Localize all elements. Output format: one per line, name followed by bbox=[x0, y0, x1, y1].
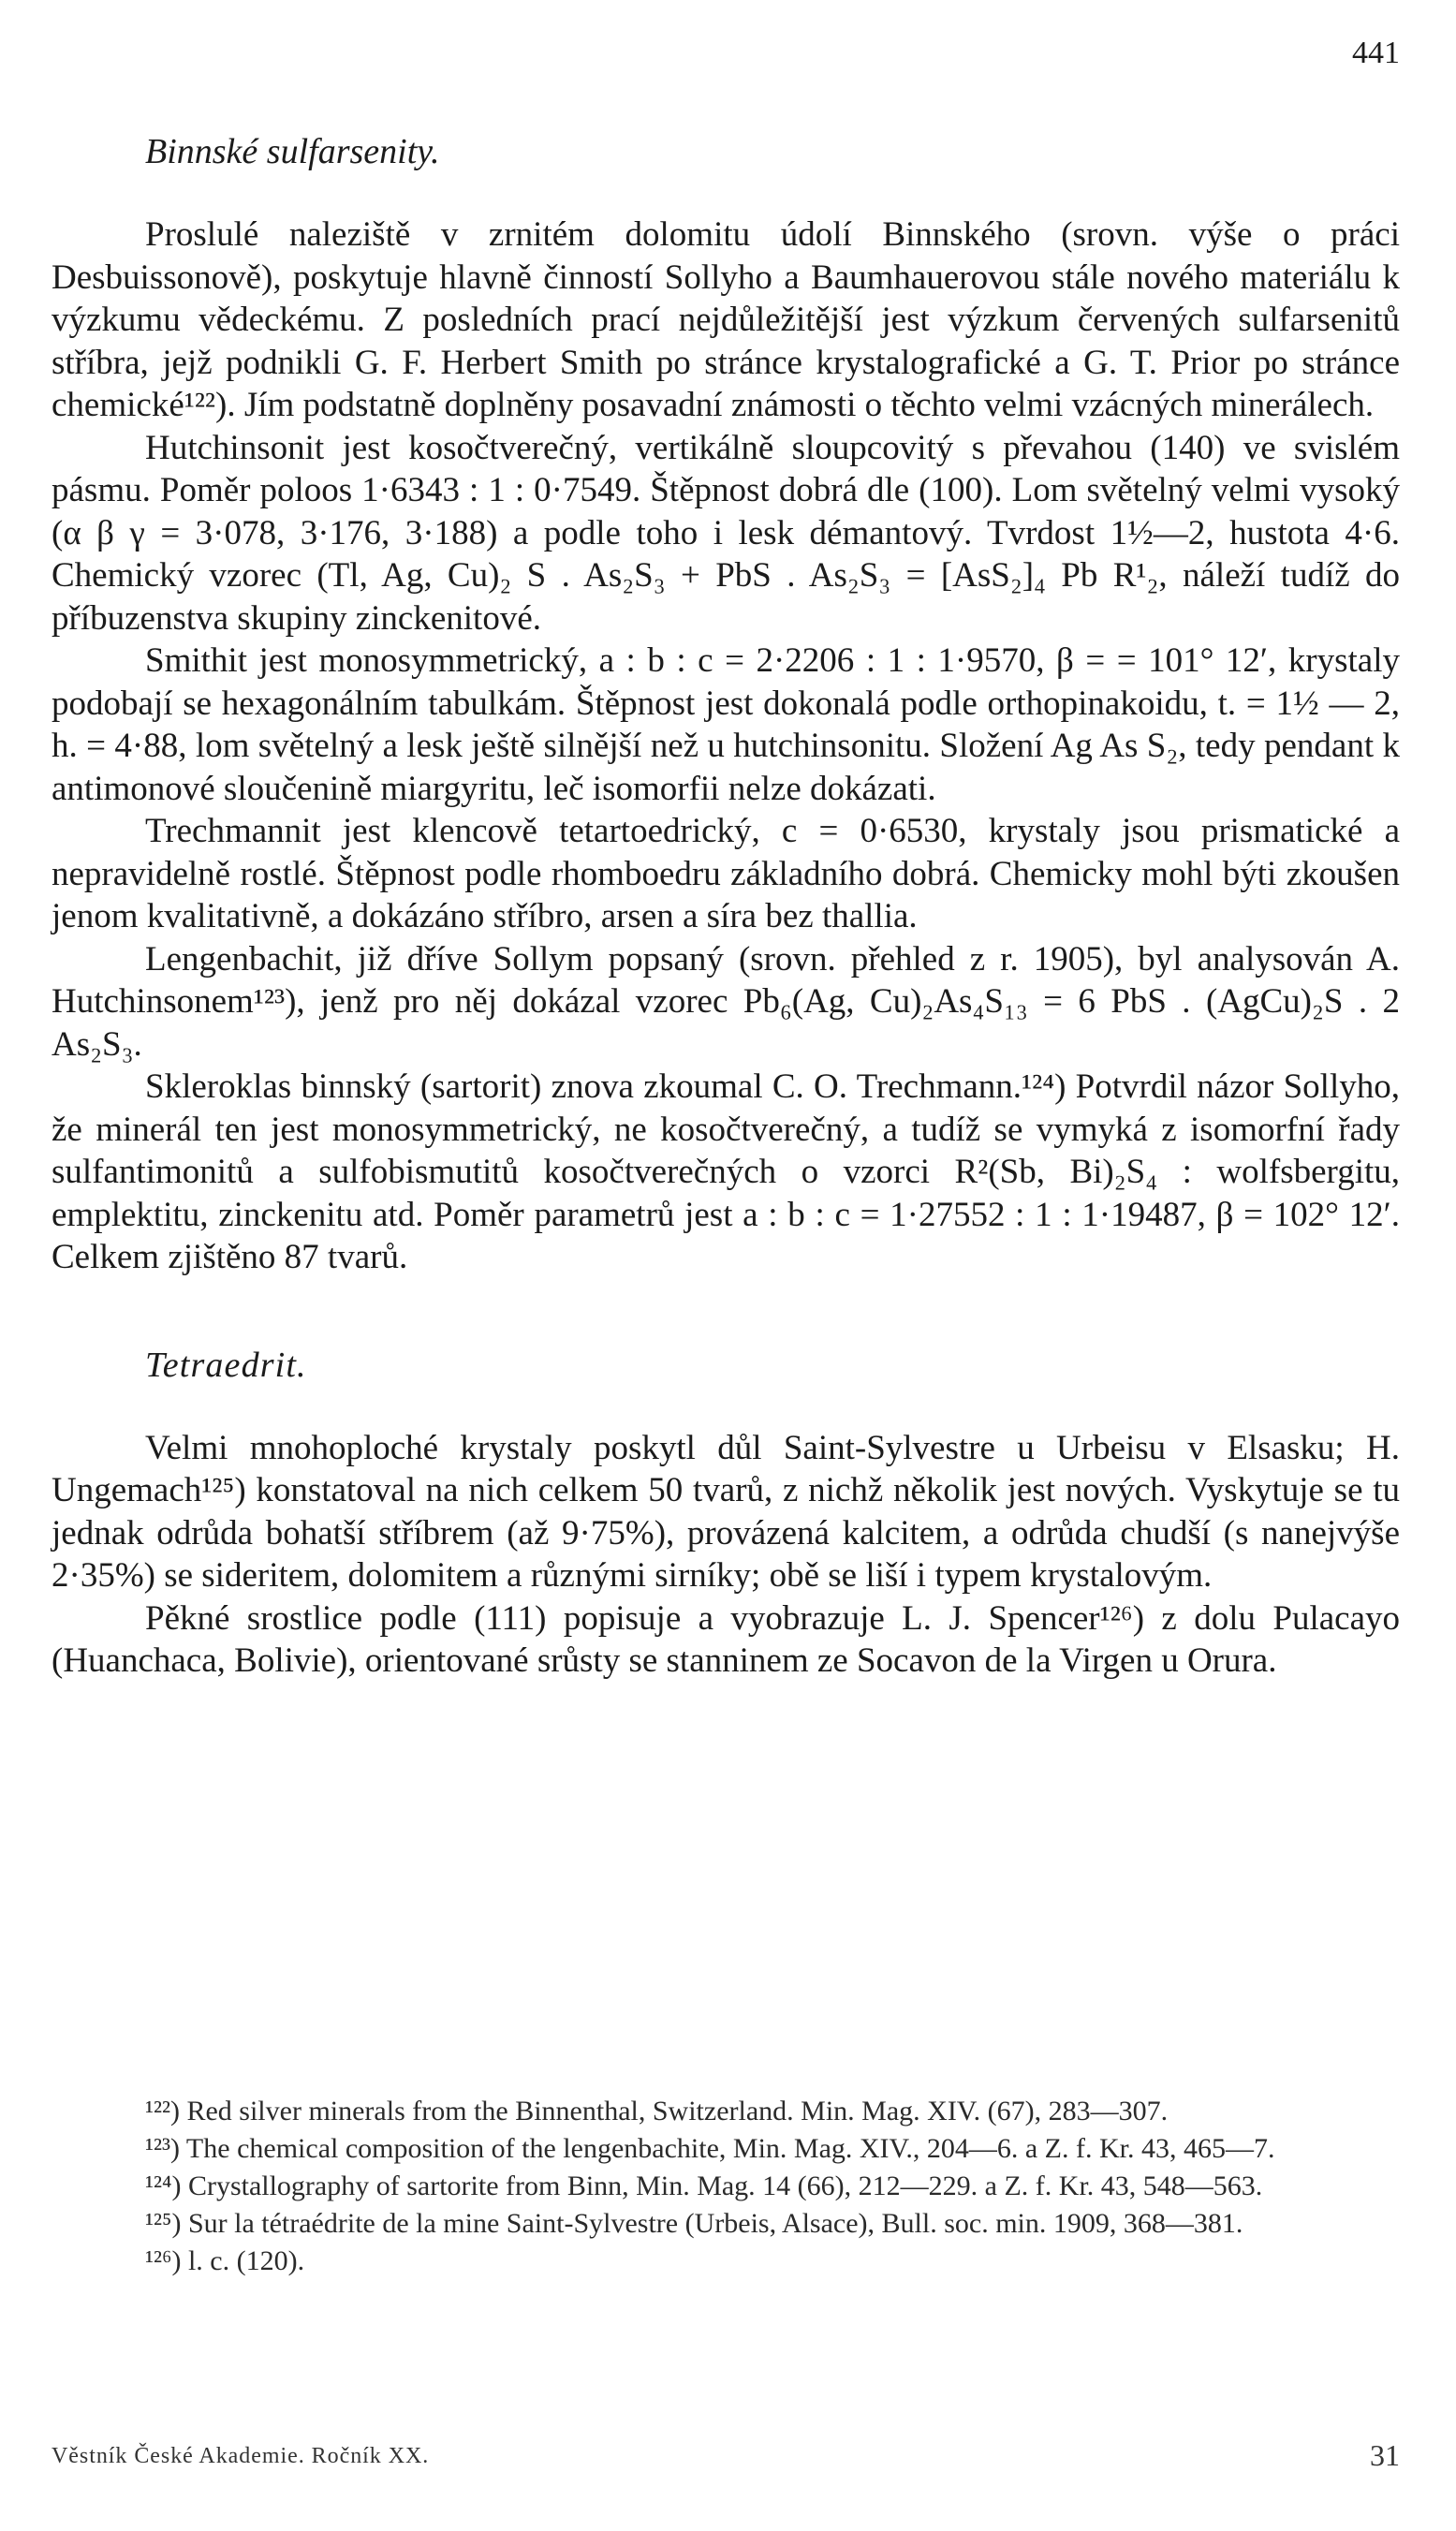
paragraph-smithit: Smithit jest monosymmetrický, a : b : c = 2·2206 : 1 : 1·9570, β = = 101° 12′, krystaly podobají se hexagonálním tabulkám. Štěpnost jest dokonalá podle orthopinakoidu, t. = 1½ — 2, h. = 4·88, lom světelný a lesk ještě silnější než u hutchinsonitu. Složení Ag As S₂, tedy pendant k antimonové sloučenině miargyritu, leč isomorfii nelze dokázati. bbox=[51, 641, 1400, 808]
paragraph-lengenbachit: Lengenbachit, již dříve Sollym popsaný (srovn. přehled z r. 1905), byl analysován A. Hutchinsonem¹²³), jenž pro něj dokázal vzorec Pb₆(Ag, Cu)₂As₄S₁₃ = 6 PbS . (AgCu)₂S . 2 As₂S₃. bbox=[51, 939, 1400, 1064]
paragraph-skleroklas: Skleroklas binnský (sartorit) znova zkoumal C. O. Trechmann.¹²⁴) Potvrdil názor Sollyho, že minerál ten jest monosymmetrický, ne kosočtverečný, a tudíž se vymyká z isomorfní řady sulfantimonitů a sulfobismutitů kosočtverečných o vzorci R²(Sb, Bi)₂S₄ : wolfsbergitu, emplektitu, zinckenitu atd. Poměr parametrů jest a : b : c = 1·27552 : 1 : 1·19487, β = 102° 12′. Celkem zjištěno 87 tvarů. bbox=[51, 1067, 1400, 1276]
footnote-123: ¹²³) The chemical composition of the lengenbachite, Min. Mag. XIV., 204—6. a Z. f. Kr. 43, 465—7. bbox=[145, 2133, 1275, 2164]
section-title-tetraedrit: Tetraedrit. bbox=[145, 1345, 307, 1385]
page-number: 441 bbox=[1352, 36, 1400, 70]
journal-footer: Věstník České Akademie. Ročník XX. bbox=[51, 2444, 430, 2468]
paragraph-pulacayo: Pěkné srostlice podle (111) popisuje a vyobrazuje L. J. Spencer¹²⁶) z dolu Pulacayo (Huanchaca, Bolivie), orientované srůsty se stanninem ze Socavon de la Virgen u Orura. bbox=[51, 1598, 1400, 1680]
paragraph-hutchinsonit: Hutchinsonit jest kosočtverečný, vertikálně sloupcovitý s převahou (140) ve svislém pásmu. Poměr poloos 1·6343 : 1 : 0·7549. Štěpnost dobrá dle (100). Lom světelný velmi vysoký (α β γ = 3·078, 3·176, 3·188) a podle toho i lesk démantový. Tvrdost 1½—2, hustota 4·6. Chemický vzorec (Tl, Ag, Cu)₂ S . As₂S₃ + PbS . As₂S₃ = [AsS₂]₄ Pb R¹₂, náleží tudíž do příbuzenstva skupiny zinckenitové. bbox=[51, 428, 1400, 638]
section-title-binnske-sulfarsenity: Binnské sulfarsenity. bbox=[145, 132, 440, 171]
paragraph-trechmannit: Trechmannit jest klencově tetartoedrický, c = 0·6530, krystaly jsou prismatické a nepravidelně rostlé. Štěpnost podle rhomboedru základního dobrá. Chemicky mohl býti zkoušen jenom kvalitativně, a dokázáno stříbro, arsen a síra bez thallia. bbox=[51, 812, 1400, 935]
footnote-126: ¹²⁶) l. c. (120). bbox=[145, 2245, 305, 2276]
section-spacer bbox=[51, 1279, 1400, 1345]
paragraph-saint-sylvestre: Velmi mnohoploché krystaly poskytl důl Saint-Sylvestre u Urbeisu v Elsasku; H. Ungemach¹²⁵) konstatoval na nich celkem 50 tvarů, z nichž několik jest nových. Vyskytuje se tu jednak odrůda bohatší stříbrem (až 9·75%), provázená kalcitem, a odrůda chudší (s nanejvýše 2·35%) se sideritem, dolomitem a různými sirníky; obě se liší i typem krystalovým. bbox=[51, 1428, 1400, 1595]
footnote-122: ¹²²) Red silver minerals from the Binnenthal, Switzerland. Min. Mag. XIV. (67), 283—307. bbox=[145, 2096, 1169, 2126]
paragraph-binn-intro: Proslulé naleziště v zrnitém dolomitu údolí Binnského (srovn. výše o práci Desbuissonově), poskytuje hlavně činností Sollyho a Baumhauerovou stále nového materiálu k výzkumu vědeckému. Z posledních prací nejdůležitější jest výzkum červených sulfarsenitů stříbra, jejž podnikli G. F. Herbert Smith po stránce krystalografické a G. T. Prior po stránce chemické¹²²). Jím podstatně doplněny posavadní známosti o těchto velmi vzácných minerálech. bbox=[51, 215, 1400, 424]
main-text bbox=[51, 131, 1400, 1683]
footnote-124: ¹²⁴) Crystallography of sartorite from Binn, Min. Mag. 14 (66), 212—229. a Z. f. Kr. 43, 548—563. bbox=[145, 2170, 1263, 2201]
footnote-125: ¹²⁵) Sur la tétraédrite de la mine Saint-Sylvestre (Urbeis, Alsace), Bull. soc. min. 1909, 368—381. bbox=[145, 2208, 1243, 2239]
footnotes bbox=[51, 2093, 1400, 2280]
signature-mark: 31 bbox=[1370, 2438, 1400, 2472]
page-footer bbox=[51, 2438, 1400, 2472]
